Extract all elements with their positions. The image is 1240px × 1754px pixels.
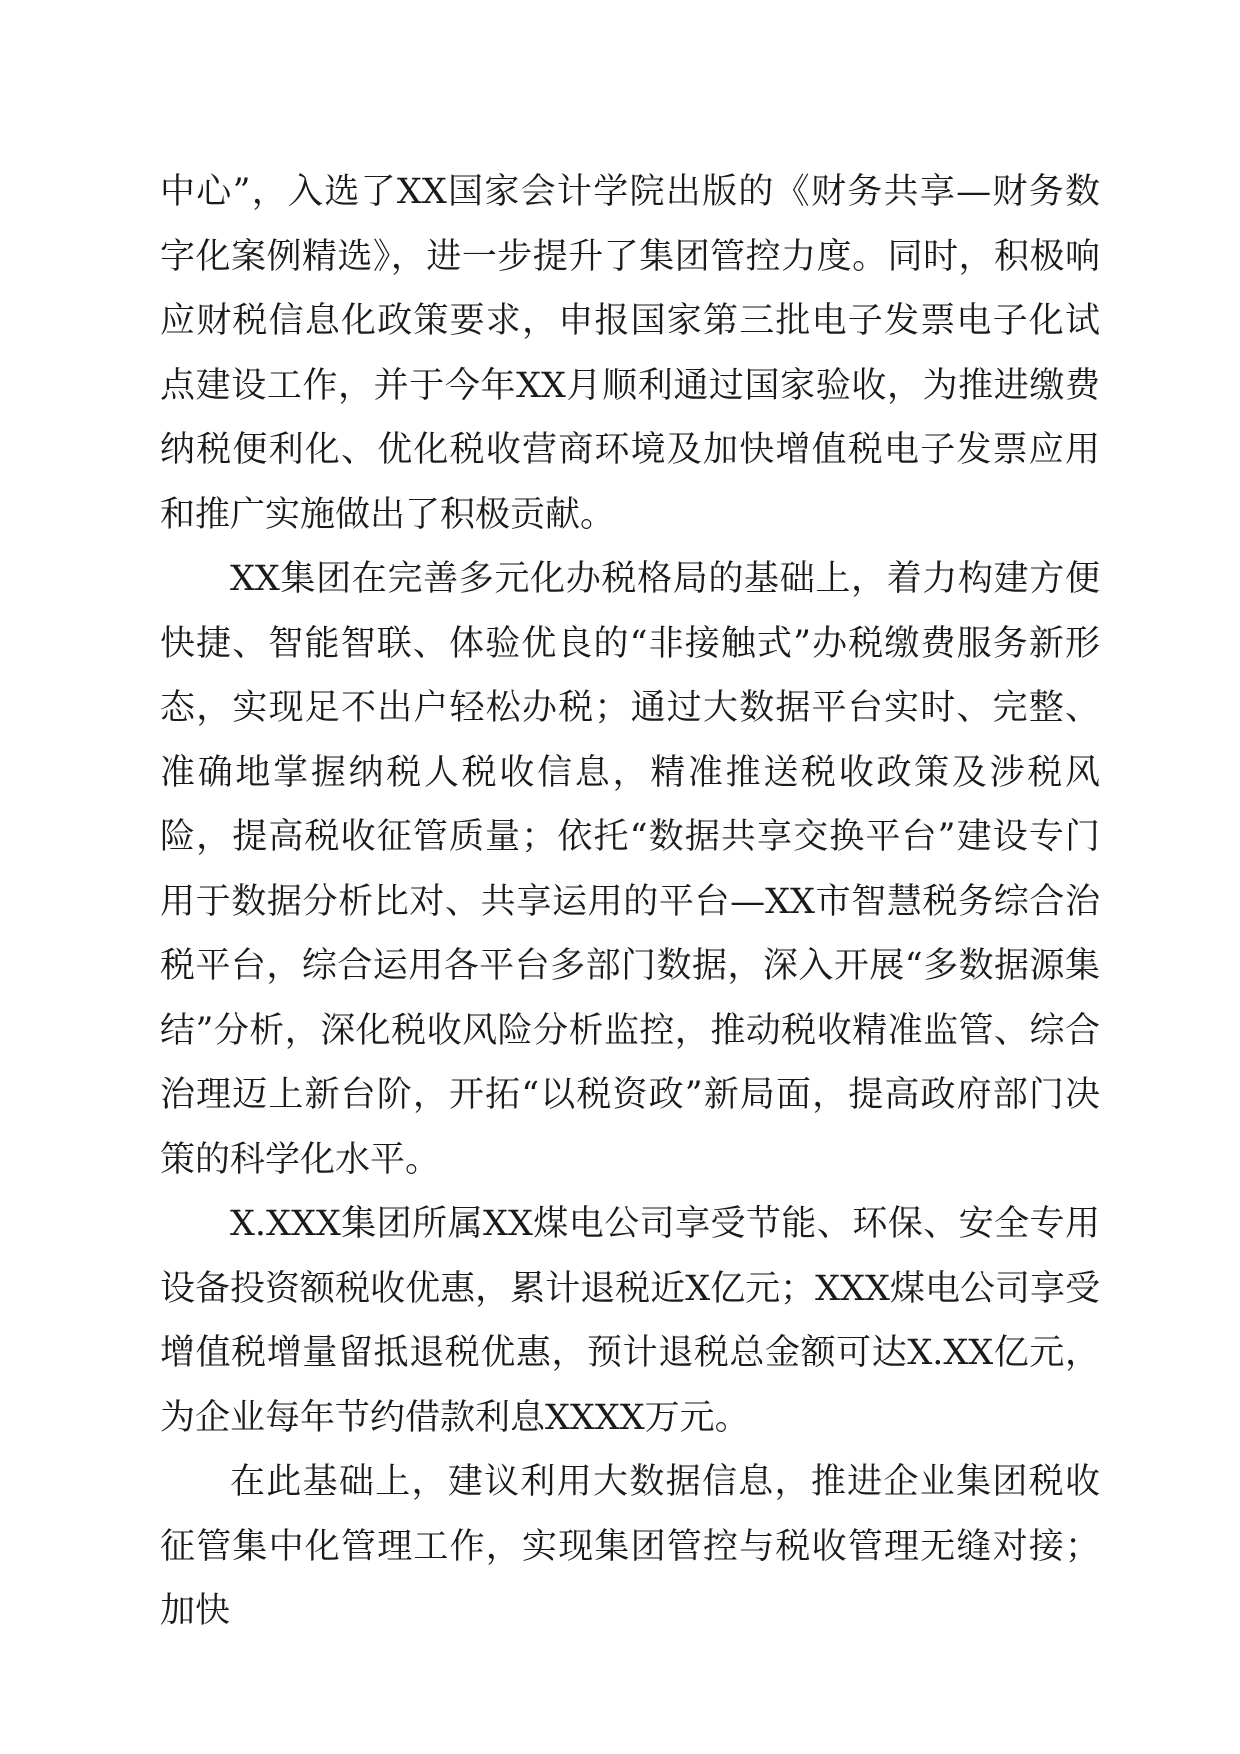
document-body — [160, 160, 1100, 1644]
paragraph-continuation: 中心”，入选了XX国家会计学院出版的《财务共享—财务数字化案例精选》，进一步提升了集团管控力度。同时，积极响应财税信息化政策要求，申报国家第三批电子发票电子化试点建设工作，并于今年XX月顺利通过国家验收，为推进缴费纳税便利化、优化税收营商环境及加快增值税电子发票应用和推广实施做出了积极贡献。 — [160, 172, 1100, 535]
paragraph-tax-service: XX集团在完善多元化办税格局的基础上，着力构建方便快捷、智能智联、体验优良的“非接触式”办税缴费服务新形态，实现足不出户轻松办税；通过大数据平台实时、完整、准确地掌握纳税人税收信息，精准推送税收政策及涉税风险，提高税收征管质量；依托“数据共享交换平台”建设专门用于数据分析比对、共享运用的平台—XX市智慧税务综合治税平台，综合运用各平台多部门数据，深入开展“多数据源集结”分析，深化税收风险分析监控，推动税收精准监管、综合治理迈上新台阶，开拓“以税资政”新局面，提高政府部门决策的科学化水平。 — [160, 559, 1100, 1180]
paragraph-tax-incentives: X.XXX集团所属XX煤电公司享受节能、环保、安全专用设备投资额税收优惠，累计退税近X亿元；XXX煤电公司享受增值税增量留抵退税优惠，预计退税总金额可达X.XX亿元，为企业每年节约借款利息XXXX万元。 — [160, 1204, 1100, 1438]
paragraph-recommendation: 在此基础上，建议利用大数据信息，推进企业集团税收征管集中化管理工作，实现集团管控与税收管理无缝对接；加快 — [160, 1462, 1100, 1631]
